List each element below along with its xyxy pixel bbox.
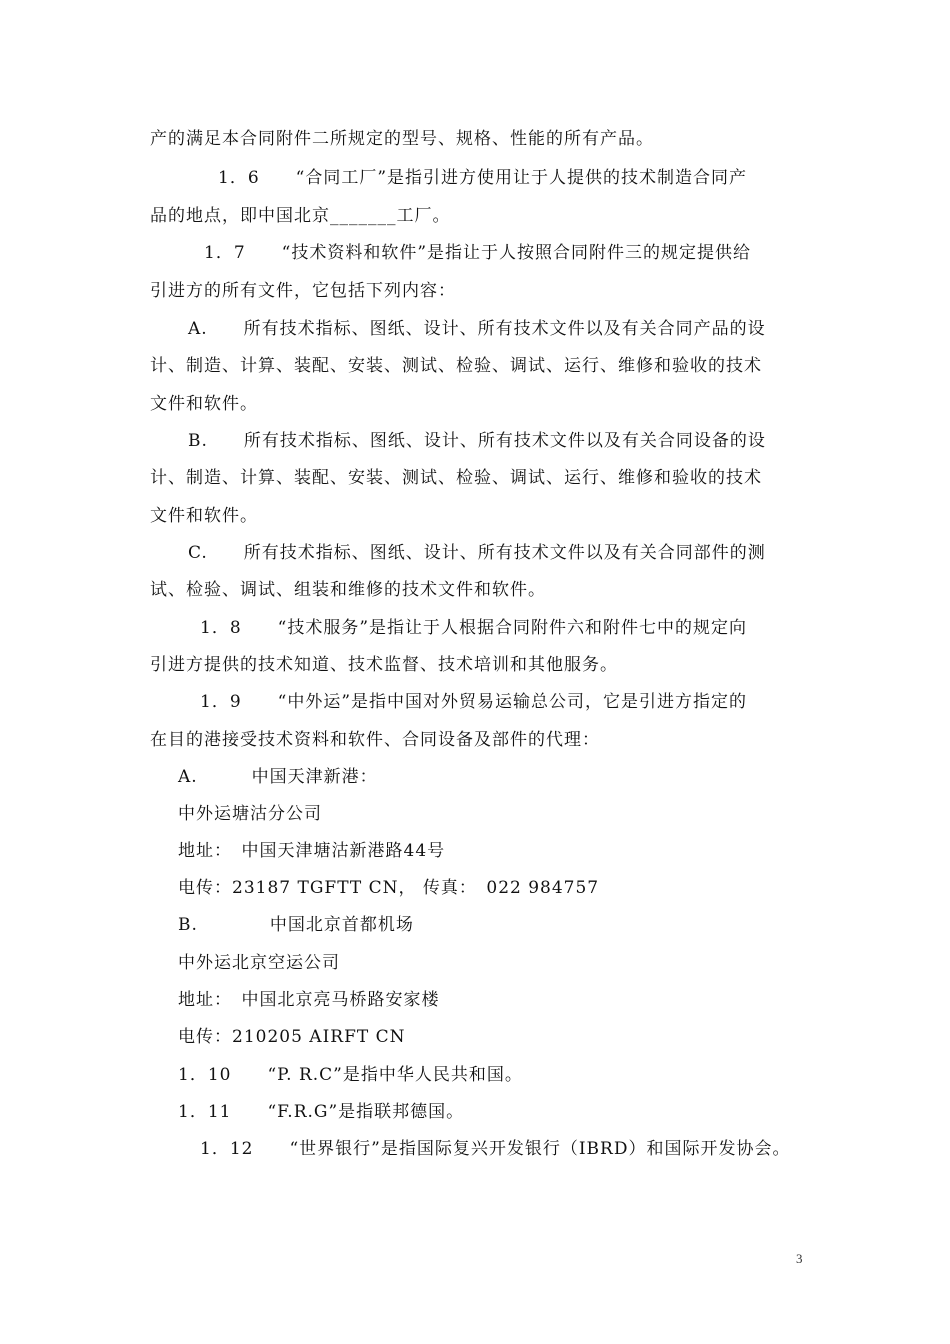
text-line: 地址： 中国北京亮马桥路安家楼 (178, 990, 440, 1010)
text-line: 1．12 “世界银行”是指国际复兴开发银行（IBRD）和国际开发协会。 (200, 1139, 791, 1159)
page-number: 3 (796, 1251, 804, 1266)
text-line: 引进方的所有文件，它包括下列内容： (150, 281, 456, 301)
text-line: 1．6 “合同工厂”是指引进方使用让于人提供的技术制造合同产 (218, 168, 748, 188)
text-line: 1．7 “技术资料和软件”是指让于人按照合同附件三的规定提供给 (204, 243, 752, 263)
text-line: 试、检验、调试、组装和维修的技术文件和软件。 (150, 580, 546, 600)
text-line: 1．8 “技术服务”是指让于人根据合同附件六和附件七中的规定向 (200, 618, 748, 638)
text-line: B. 所有技术指标、图纸、设计、所有技术文件以及有关合同设备的设 (188, 431, 766, 451)
text-line: 1．10 “P. R.C”是指中华人民共和国。 (178, 1065, 523, 1085)
text-line: 产的满足本合同附件二所规定的型号、规格、性能的所有产品。 (150, 129, 654, 149)
text-line: 品的地点，即中国北京_______工厂。 (150, 206, 451, 226)
text-line: 计、制造、计算、装配、安装、测试、检验、调试、运行、维修和验收的技术 (150, 356, 762, 376)
text-line: A. 中国天津新港： (178, 767, 378, 787)
text-line: 文件和软件。 (150, 506, 258, 526)
text-line: 引进方提供的技术知道、技术监督、技术培训和其他服务。 (150, 655, 618, 675)
text-line: 1．11 “F.R.G”是指联邦德国。 (178, 1102, 465, 1122)
text-line: 文件和软件。 (150, 394, 258, 414)
text-line: 电传：210205 AIRFT CN (178, 1027, 406, 1047)
text-line: B. 中国北京首都机场 (178, 915, 414, 935)
text-line: C. 所有技术指标、图纸、设计、所有技术文件以及有关合同部件的测 (188, 543, 766, 563)
text-line: A. 所有技术指标、图纸、设计、所有技术文件以及有关合同产品的设 (188, 319, 766, 339)
text-line: 中外运塘沽分公司 (178, 804, 322, 824)
text-line: 电传：23187 TGFTT CN， 传真： 022 984757 (178, 878, 600, 898)
text-line: 1．9 “中外运”是指中国对外贸易运输总公司，它是引进方指定的 (200, 692, 748, 712)
text-line: 在目的港接受技术资料和软件、合同设备及部件的代理： (150, 730, 600, 750)
text-line: 中外运北京空运公司 (178, 953, 340, 973)
text-line: 计、制造、计算、装配、安装、测试、检验、调试、运行、维修和验收的技术 (150, 468, 762, 488)
text-line: 地址： 中国天津塘沽新港路44号 (178, 841, 446, 861)
